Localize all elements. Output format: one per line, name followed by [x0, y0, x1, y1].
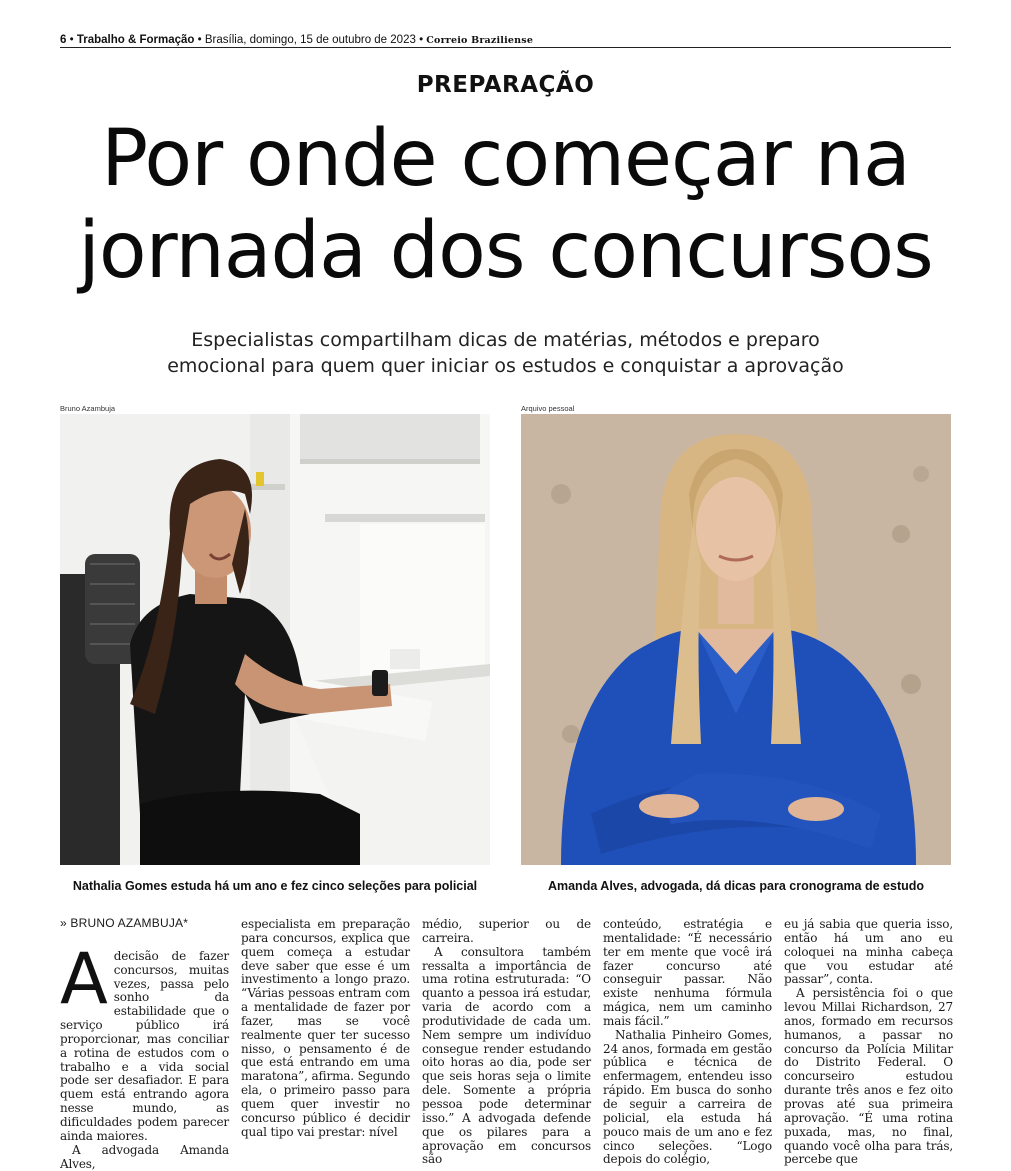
photo-student-at-desk — [60, 414, 490, 865]
headline-line-2: jornada dos concursos — [78, 206, 933, 296]
drop-cap: A — [60, 937, 108, 1020]
body-column-4 — [603, 918, 772, 1167]
subheadline — [150, 327, 861, 379]
subheadline-line-1: Especialistas compartilham dicas de matérias, métodos e preparo — [191, 329, 820, 351]
photo-credit-left: Bruno Azambuja — [60, 404, 116, 413]
body-column-2 — [241, 918, 410, 1140]
paragraph: médio, superior ou de carreira. — [422, 917, 591, 945]
body-column-3 — [422, 918, 591, 1167]
paragraph: conteúdo, estratégia e mentalidade: “É necessário ter em mente que você irá fazer concurso até conseguir passar. Não existe nenhuma fórmula mágica, nem um caminho mais fácil.” — [603, 917, 772, 1028]
body-column-1 — [60, 917, 229, 1171]
photo-lawyer-portrait — [521, 414, 951, 865]
paragraph: especialista em preparação para concursos, explica que quem começa a estudar deve saber que esse é um investimento a longo prazo. “Várias pessoas entram com a mentalidade de fazer por fazer, mas se você realmente quer ter sucesso nisso, o pensamento é de que está entrando em uma maratona”, afirma. Segundo ela, o primeiro passo para quem quer investir no concurso público é decidir qual tipo vai prestar: nível — [241, 917, 410, 1139]
header-rule — [60, 47, 951, 48]
body-column-5 — [784, 918, 953, 1167]
paragraph: A advogada Amanda Alves, — [60, 1142, 229, 1171]
publication-name: Correio Braziliense — [426, 35, 534, 46]
photo-caption-right: Amanda Alves, advogada, dá dicas para cronograma de estudo — [547, 879, 925, 893]
photo-caption-left: Nathalia Gomes estuda há um ano e fez cinco seleções para policial — [72, 879, 478, 893]
byline: » BRUNO AZAMBUJA* — [60, 916, 189, 930]
headline — [60, 113, 951, 297]
photo-credit-right: Arquivo pessoal — [521, 404, 575, 413]
paragraph: eu já sabia que queria isso, então há um ano eu coloquei na minha cabeça que vou estudar até passar”, conta. — [784, 917, 953, 987]
paragraph: decisão de fazer concursos, muitas vezes, passa pelo sonho da estabilidade que o serviço público irá proporcionar, mas conciliar a rotina de estudos com o trabalho e a vida social pode ser desafiador. E para quem está entrando agora nesse mundo, as dificuldades podem parecer ainda maiores. — [60, 948, 229, 1143]
section-name: Trabalho & Formação — [76, 34, 195, 46]
kicker: PREPARAÇÃO — [416, 72, 595, 98]
running-head: 6 • Trabalho & Formação • Brasília, domingo, 15 de outubro de 2023 • Correio Braziliense — [60, 34, 534, 46]
paragraph: Nathalia Pinheiro Gomes, 24 anos, formada em gestão pública e técnica de enfermagem, entendeu isso rápido. Em busca do sonho de seguir a carreira de policial, ela estuda há pouco mais de um ano e fez cinco seleções. “Logo depois do colégio, — [603, 1027, 772, 1167]
subheadline-line-2: emocional para quem quer iniciar os estudos e conquistar a aprovação — [167, 355, 844, 377]
paragraph: A persistência foi o que levou Millai Richardson, 27 anos, formado em recursos humanos, a passar no concurso da Polícia Militar do Distrito Federal. O concurseiro estudou durante três anos e fez oito provas até sua primeira aprovação. “É uma rotina puxada, mas, no final, quando você olha para trás, percebe que — [784, 986, 953, 1167]
dateline: Brasília, domingo, 15 de outubro de 2023 — [204, 34, 416, 46]
headline-line-1: Por onde começar na — [101, 114, 910, 204]
page-number: 6 — [60, 34, 67, 46]
paragraph: A consultora também ressalta a importância de uma rotina estruturada: “O quanto a pessoa irá estudar, varia de acordo com a produtividade de cada um. Nem sempre um indivíduo consegue render estudando oito horas ao dia, pode ser que seis horas seja o limite dele. Somente a própria pessoa pode determinar isso.” A advogada defende que os pilares para a aprovação em concursos são — [422, 944, 591, 1167]
